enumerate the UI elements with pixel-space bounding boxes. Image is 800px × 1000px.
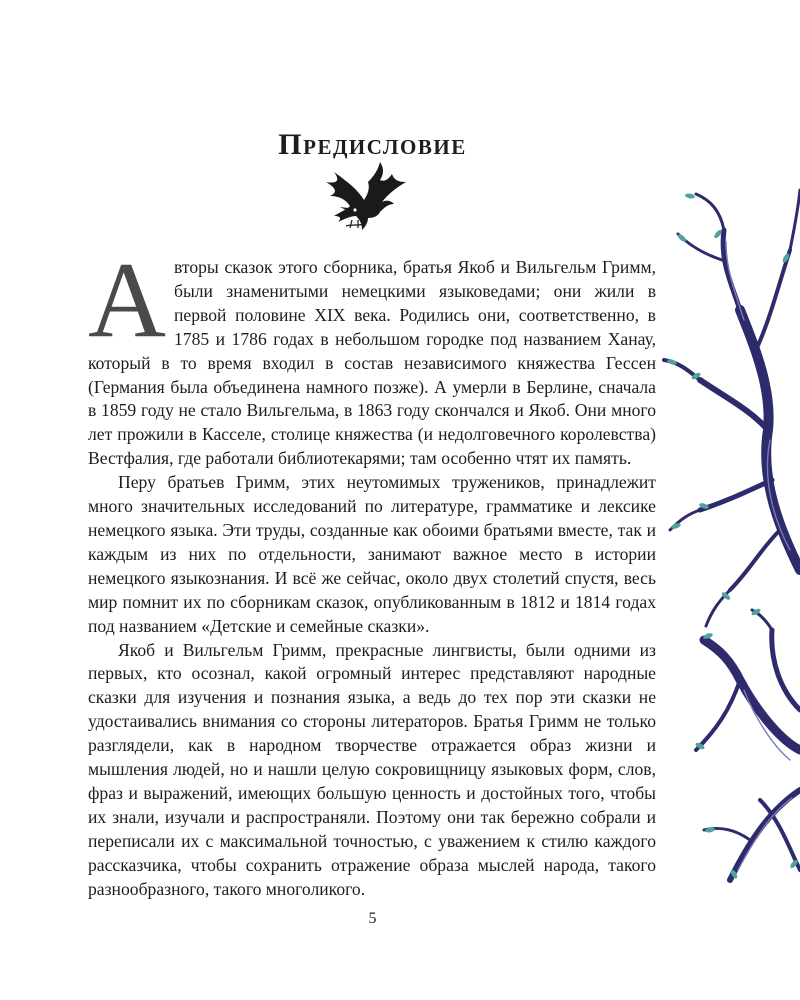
preface-body: [88, 241, 656, 901]
paragraph-2: Перу братьев Гримм, этих неутомимых тружеников, принадлежит много значительных исследований по литературе, грамматике и лексике немецкого языка. Эти труды, созданные как обоими братьями вместе, так и каждым из них по отдельности, занимают важное место в истории немецкого языкознания. И всё же сейчас, около двух столетий спустя, весь мир помнит их по сборникам сказок, опубликованным в 1812 и 1814 годах под названием «Детские и семейные сказки».: [88, 472, 656, 636]
raven-icon: [318, 160, 410, 242]
paragraph-3: Якоб и Вильгельм Гримм, прекрасные лингвисты, были одними из первых, кто осознал, какой огромный интерес представляют народные сказки для изучения и познания языка, а ведь до тех пор эти сказки не удостаивались внимания со стороны литераторов. Братья Гримм не только разглядели, как в народном творчестве отражается образ жизни и мышления людей, но и нашли целую сокровищницу языковых форм, слов, фраз и выражений, имеющих большую ценность и достойных того, чтобы их знали, изучали и распространяли. Поэтому они так бережно собрали и переписали их с максимальной точностью, с уважением к стилю каждого рассказчика, чтобы сохранить отражение образа мыслей народа, такого разнообразного, такого многоликого.: [88, 639, 656, 899]
paragraph-1: [88, 241, 656, 471]
paragraph-1-text: вторы сказок этого сборника, братья Якоб и Вильгельм Гримм, были знаменитыми немецкими языковедами; они жили в первой половине XIX века. Родились они, соответственно, в 1785 и 1786 годах в небольшом городке под названием Ханау, который в то время входил в состав независимого княжества Гессен (Германия была объединена намного позже). А умерли в Берлине, сначала в 1859 году не стало Вильгельма, в 1863 году скончался и Якоб. Они много лет прожили в Касселе, столице княжества (и недолговечного королевства) Вестфалия, где работали библиотекарями; там особенно чтят их память.: [88, 257, 656, 469]
page-title: Предисловие: [278, 128, 467, 162]
tree-branch-icon: [660, 150, 800, 910]
drop-cap: А: [88, 241, 166, 360]
page-number: 5: [368, 910, 377, 927]
